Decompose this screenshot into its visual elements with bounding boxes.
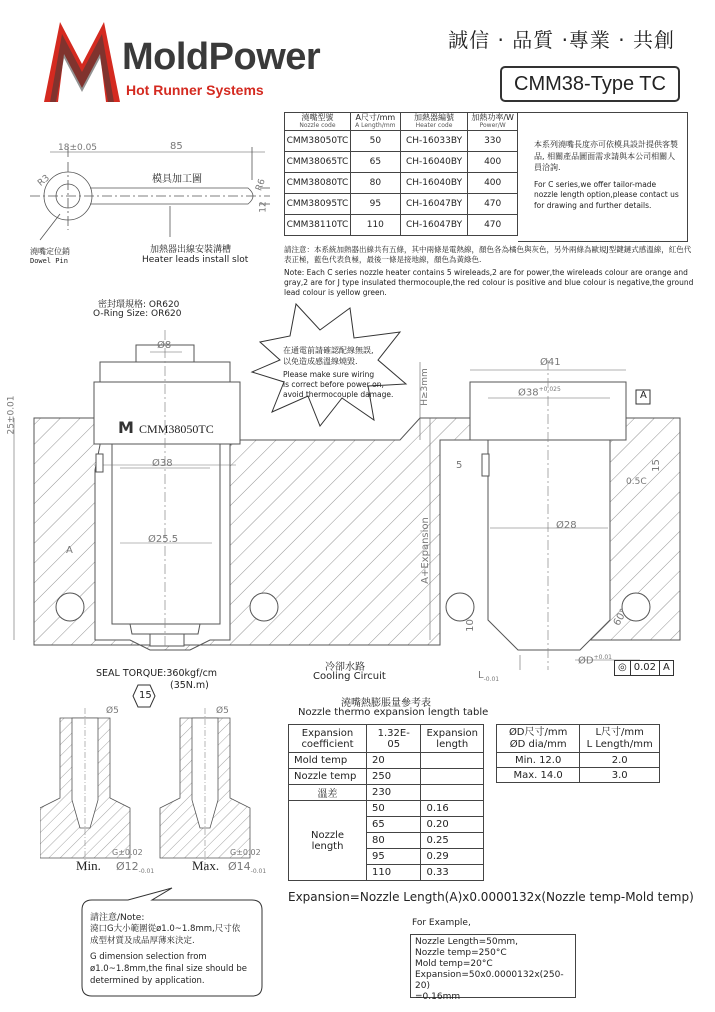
- table-cell: 2.0: [580, 753, 660, 768]
- table-cell: 110: [367, 865, 421, 881]
- tip-phi5-left: Ø5: [106, 706, 119, 716]
- table-row: [285, 152, 518, 173]
- spec-header-heater: 加熱器編號 Heater code: [400, 113, 468, 131]
- table-row: [289, 769, 484, 785]
- table-row: [285, 131, 518, 152]
- dim-h: H≥3mm: [419, 368, 430, 406]
- table-cell: [421, 769, 484, 785]
- table-row: [289, 725, 484, 753]
- table-cell: [421, 785, 484, 801]
- table-cell: CH-16047BY: [400, 194, 468, 215]
- dim-phi38-025: $Ø38^{+0.025}$: [518, 386, 561, 399]
- dim-phi25-5: Ø25.5: [148, 534, 179, 545]
- tip-min-label: Min.: [76, 858, 101, 873]
- table-row: [497, 725, 660, 753]
- concentricity-frame: [614, 660, 674, 676]
- table-row: [285, 173, 518, 194]
- model-title: CMM38-Type TC: [514, 73, 666, 95]
- spec-table: [284, 112, 518, 236]
- table-cell: 110: [350, 215, 400, 236]
- tip-phi14: $Ø14_{-0.01}$: [228, 860, 267, 876]
- dim-phi-d: $ØD^{+0.01}$: [578, 654, 612, 667]
- table-cell: CMM38065TC: [285, 152, 351, 173]
- coef-label: Expansion coefficient: [289, 725, 367, 753]
- concentricity-icon: ◎: [615, 661, 631, 675]
- concentricity-value: 0.02: [631, 661, 660, 675]
- table-row: [285, 215, 518, 236]
- example-line: Mold temp=20°C: [415, 958, 493, 969]
- table-cell: CMM38080TC: [285, 173, 351, 194]
- table-cell: 65: [350, 152, 400, 173]
- dim-18: 18±0.05: [58, 143, 98, 153]
- brand-logo: [42, 18, 342, 108]
- table-cell: 95: [350, 194, 400, 215]
- table-cell: 470: [468, 194, 518, 215]
- table-cell: Nozzle temp: [289, 769, 367, 785]
- dim-10: 10: [464, 619, 476, 632]
- model-title-box: [500, 66, 680, 102]
- dim-5: 5: [456, 460, 463, 471]
- gate-note-zh-2: 成型材質及成品厚薄來決定.: [90, 936, 195, 946]
- table-row: [497, 753, 660, 768]
- nozzle-length-label: Nozzle length: [289, 801, 367, 881]
- dim-r3: R3: [36, 173, 52, 189]
- table-cell: CMM38110TC: [285, 215, 351, 236]
- exp-header: Expansion length: [421, 725, 484, 753]
- table-cell: 330: [468, 131, 518, 152]
- table-cell: CMM38050TC: [285, 131, 351, 152]
- label-dowel-zh: 澆嘴定位銷: [30, 247, 70, 256]
- table-cell: 470: [468, 215, 518, 236]
- table-cell: 0.20: [421, 817, 484, 833]
- spec-header-length: A尺寸/mm A Length/mm: [350, 113, 400, 131]
- dim-a: A: [66, 545, 73, 556]
- warning-en-1: Please make sure wiring: [283, 370, 375, 379]
- example-line: Nozzle Length=50mm,: [415, 937, 519, 947]
- oring-zh: 密封環規格: OR620: [98, 300, 180, 310]
- table-cell: 3.0: [580, 768, 660, 783]
- tip-max-label: Max.: [192, 858, 220, 873]
- label-dowel-en: Dowel Pin: [30, 257, 68, 265]
- table-cell: 20: [367, 753, 421, 769]
- spec-header-power: 加熱功率/W Power/W: [468, 113, 518, 131]
- gate-note-en-3: determined by application.: [90, 976, 205, 986]
- warning-en-3: avoid thermocouple damage.: [283, 390, 394, 399]
- dim-phi8: Ø8: [157, 340, 172, 351]
- table-cell: 230: [367, 785, 421, 801]
- dl-header-l: L尺寸/mm L Length/mm: [580, 725, 660, 753]
- dim-l: $L_{-0.01}$: [478, 670, 500, 683]
- example-line: Expansion=50x0.0000132x(250-20): [415, 969, 564, 991]
- example-title: For Example,: [412, 918, 471, 928]
- spec-header-code: 澆嘴型號 Nozzle code: [285, 113, 351, 131]
- table-cell: 250: [367, 769, 421, 785]
- seal-torque: SEAL TORQUE:360kgf/cm: [96, 668, 218, 679]
- table-cell: 80: [350, 173, 400, 194]
- dim-a-expansion: A+Expansion: [419, 517, 431, 584]
- side-note-zh: 本系列澆嘴長度亦可依模具設計提供客製品, 相關產品圖面需求請與本公司相關人員洽詢.: [534, 140, 678, 173]
- label-mold-machining: 模具加工圖: [152, 174, 202, 185]
- table-cell: 50: [367, 801, 421, 817]
- table-cell: Min. 12.0: [497, 753, 580, 768]
- example-line: Nozzle temp=250°C: [415, 947, 507, 958]
- example-line: =0.16mm: [415, 991, 461, 1002]
- wire-note-zh: 請注意：本系統加熱器出線共有五條，其中兩條是電熱線，顏色各為橘色與灰色，另外兩條為歐規J型鍵鏈式感溫線，紅色代表正極，藍色代表負極，最後一條是接地線，顏色為黃綠色.: [284, 245, 692, 265]
- cooling-zh: 冷卻水路: [325, 662, 365, 673]
- gate-note-zh-1: 澆口G大小範圍從ø1.0~1.8mm,尺寸依: [90, 924, 241, 934]
- oring-en: O-Ring Size: OR620: [93, 309, 182, 319]
- dim-phi41: Ø41: [540, 357, 561, 368]
- concentricity-datum: A: [663, 662, 670, 673]
- brand-tagline: Hot Runner Systems: [126, 82, 264, 98]
- expansion-table: [288, 724, 484, 881]
- datum-a-label: A: [640, 390, 647, 401]
- table-cell: 0.25: [421, 833, 484, 849]
- dim-85: 85: [170, 141, 183, 152]
- expansion-title-zh: 澆嘴熱膨脹量參考表: [341, 698, 431, 709]
- table-cell: Mold temp: [289, 753, 367, 769]
- seal-torque-nm: (35N.m): [170, 680, 209, 691]
- table-row: [289, 785, 484, 801]
- table-row: [285, 194, 518, 215]
- table-cell: 80: [367, 833, 421, 849]
- table-cell: Max. 14.0: [497, 768, 580, 783]
- gate-note-title: 請注意/Note:: [90, 913, 145, 923]
- tip-phi5-right: Ø5: [216, 706, 229, 716]
- side-note-box: [518, 112, 688, 242]
- dim-12: 12: [258, 201, 269, 213]
- dl-header-d: ØD尺寸/mm ØD dia/mm: [497, 725, 580, 753]
- warning-en-2: is correct before power on,: [283, 380, 384, 389]
- table-cell: [421, 753, 484, 769]
- table-cell: 0.33: [421, 865, 484, 881]
- table-cell: 65: [367, 817, 421, 833]
- warning-zh-2: 以免造成感溫線燒毀.: [283, 357, 358, 366]
- tip-phi12: $Ø12_{-0.01}$: [116, 860, 155, 876]
- hex-size: 15: [139, 690, 152, 701]
- moldpower-m-logo-icon: [42, 18, 122, 104]
- dim-60deg: 60°: [611, 607, 631, 628]
- table-row: [289, 753, 484, 769]
- expansion-title-en: Nozzle thermo expansion length table: [298, 707, 489, 718]
- side-note-en: For C series,we offer tailor-made nozzle length option,please contact us for drawing and further details.: [534, 179, 679, 210]
- dim-25: 25±0.01: [6, 395, 17, 435]
- gate-note-en-2: ø1.0~1.8mm,the final size should be: [90, 964, 247, 974]
- company-motto: 誠信 · 品質 ·專業 · 共創: [448, 28, 675, 52]
- table-cell: CH-16040BY: [400, 152, 468, 173]
- table-cell: CH-16047BY: [400, 215, 468, 236]
- table-cell: CMM38095TC: [285, 194, 351, 215]
- tip-g-left: G±0.02: [112, 848, 143, 857]
- table-cell: 95: [367, 849, 421, 865]
- brand-name: MoldPower: [122, 36, 321, 78]
- tip-g-right: G±0.02: [230, 848, 261, 857]
- d-l-size-table: [496, 724, 660, 783]
- nozzle-body-label: [118, 418, 214, 437]
- expansion-formula: Expansion=Nozzle Length(A)x0.0000132x(Nozzle temp-Mold temp): [288, 890, 694, 904]
- warning-zh-1: 在通電前請確認配線無誤,: [283, 346, 374, 355]
- coef-value: 1.32E-05: [367, 725, 421, 753]
- wire-note-en: Note: Each C series nozzle heater contains 5 wireleads,2 are for power,the wireleads colour are orange and gray,2 are for J type insulated thermocouple,the red colour is positive and blue colour is negative,the ground lead colour is yellow green.: [284, 268, 694, 297]
- dim-0-5c: 0.5C: [626, 477, 647, 487]
- dim-phi38-6: Ø38: [152, 458, 173, 469]
- example-box: [410, 934, 576, 1002]
- table-cell: CH-16033BY: [400, 131, 468, 152]
- gate-note-en-1: G dimension selection from: [90, 952, 207, 962]
- nozzle-logo-icon: M: [118, 418, 134, 437]
- table-cell: 400: [468, 173, 518, 194]
- dim-15: 15: [650, 459, 662, 472]
- dim-r6: R6: [254, 177, 268, 193]
- warning-burst-icon: [250, 302, 410, 432]
- table-row: [289, 801, 484, 817]
- table-row: [497, 768, 660, 783]
- label-slot-en: Heater leads install slot: [142, 255, 249, 265]
- table-cell: 0.16: [421, 801, 484, 817]
- table-cell: CH-16040BY: [400, 173, 468, 194]
- label-slot-zh: 加熱器出線安裝溝槽: [150, 245, 232, 255]
- table-cell: 50: [350, 131, 400, 152]
- table-cell: 400: [468, 152, 518, 173]
- nozzle-label: CMM38050TC: [139, 422, 214, 436]
- dim-phi28: Ø28: [556, 520, 577, 531]
- table-cell: 溫差: [289, 785, 367, 801]
- cooling-en: Cooling Circuit: [313, 671, 386, 682]
- table-cell: 0.29: [421, 849, 484, 865]
